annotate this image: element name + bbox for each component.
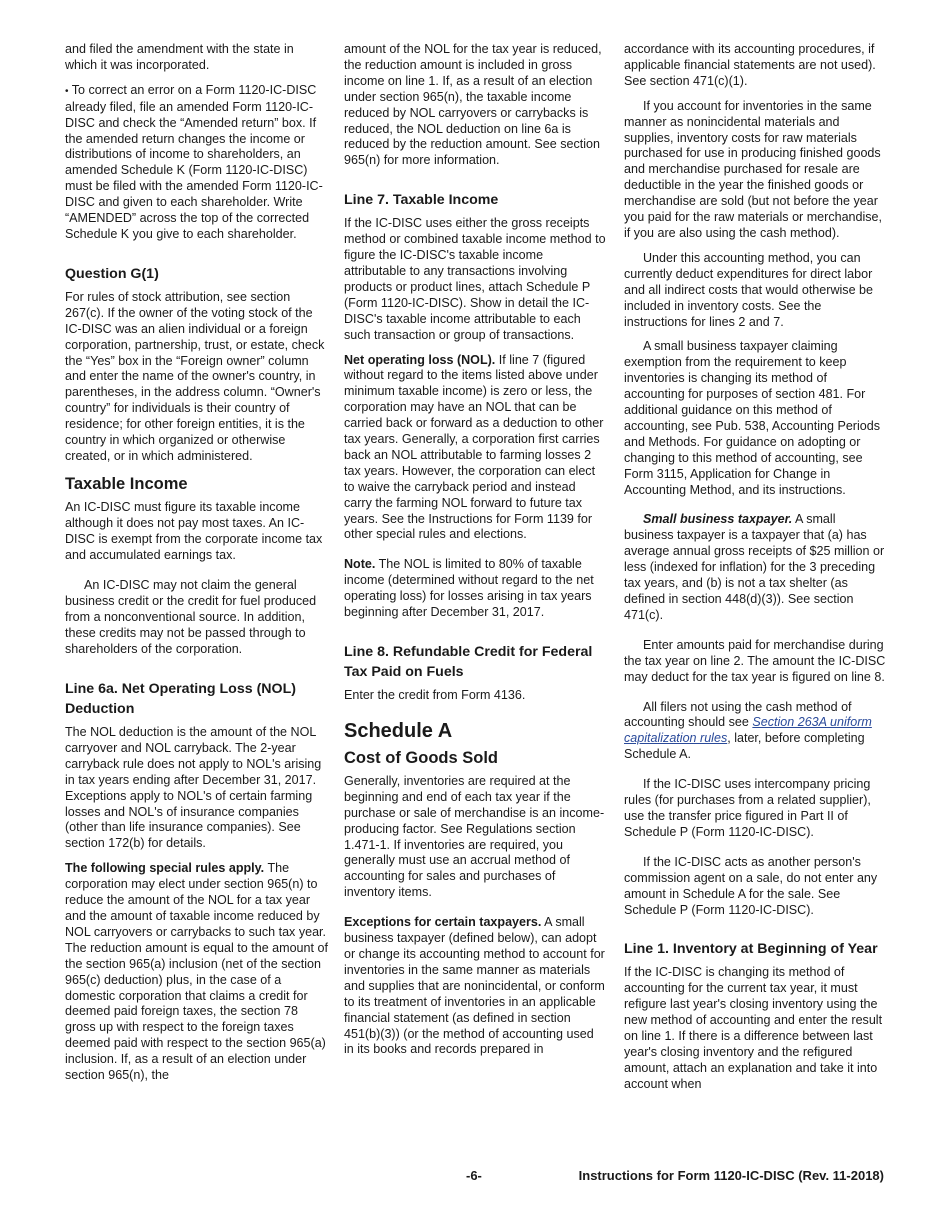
- lead-exceptions: Exceptions for certain taxpayers.: [344, 915, 542, 930]
- page-footer: [0, 1168, 950, 1188]
- all-filers-text-pre: All filers not using the cash method of accounting should see: [624, 699, 852, 730]
- lead-small-business: Small business taxpayer.: [643, 512, 793, 527]
- heading-line-6a: Line 6a. Net Operating Loss (NOL) Deduction: [65, 681, 296, 717]
- heading-cost-of-goods-sold: Cost of Goods Sold: [344, 748, 498, 767]
- note-text: The NOL is limited to 80% of taxable income (determined without regard to the net operating loss) for losses arising in tax years beginning after December 31, 2017.: [344, 557, 594, 620]
- bullet-icon: •: [65, 85, 69, 97]
- nol-text: If line 7 (figured without regard to the items listed above under minimum taxable income) is zero or less, the corporation may have an NOL that can be carried back or forward as a deduction to other tax years. Generally, a corporation first carries back an NOL attributable to farming losses 2 tax years. However, the corporation can elect to waive the carryback period and instead carry the farming NOL forward to future tax years. See the Instructions for Form 1139 for other special rules and elections.: [344, 352, 604, 542]
- lead-nol: Net operating loss (NOL).: [344, 352, 496, 367]
- lead-special-rules: The following special rules apply.: [65, 861, 265, 876]
- paragraph-accounting-method: Under this accounting method, you can currently deduct expenditures for direct labor and all indirect costs that would otherwise be included in inventory costs. See the instructions for lines 2 and 7.: [624, 250, 873, 329]
- paragraph-taxable-income-2: An IC-DISC may not claim the general business credit or the credit for fuel produced from a nonconventional source. In addition, these credits may not be passed through to shareholders of the corporation.: [65, 578, 317, 657]
- paragraph-nol: [344, 353, 606, 544]
- column-right: [624, 42, 886, 1102]
- heading-question-g1: Question G(1): [65, 265, 159, 282]
- link-section-263a[interactable]: Section 263A uniform capitalization rules: [624, 715, 872, 746]
- paragraph-commission-agent: If the IC-DISC acts as another person's commission agent on a sale, do not enter any amount in Schedule A for the sale. See Schedule P (Form 1120-IC-DISC).: [624, 854, 878, 917]
- small-business-text: A small business taxpayer is a taxpayer that (a) has average annual gross receipts of $25 million or less (indexed for inflation) for the 3 preceding tax years, and (b) is not a tax shelter (as defined in section 448(d)(3)). See section 471(c).: [624, 512, 885, 622]
- heading-line-8: Line 8. Refundable Credit for Federal Tax Paid on Fuels: [344, 644, 593, 680]
- heading-line-7: Line 7. Taxable Income: [344, 192, 499, 209]
- paragraph-question-g1: For rules of stock attribution, see section 267(c). If the owner of the voting stock of the IC-DISC was an alien individual or a foreign corporation, partnership, trust, or estate, check the “Yes” box in the “Foreign owner” column and enter the name of the owner's country, in parentheses, in the address column. “Owner's country” for individuals is their country of residence; for other foreign entities, it is the country in which organized or otherwise created, or in which administered.: [65, 289, 325, 463]
- paragraph-line-8: Enter the credit from Form 4136.: [344, 688, 526, 702]
- heading-schedule-a: Schedule A: [344, 719, 453, 742]
- paragraph-small-business-exemption: A small business taxpayer claiming exemption from the requirement to keep inventories is changing its method of accounting for purposes of section 481. For additional guidance on this method of accounting, see Pub. 538, Accounting Periods and Methods. For guidance on adopting or changing to this method of accounting, see Form 3115, Application for Change in Accounting Method, and its instructions.: [624, 339, 880, 497]
- paragraph-note: [344, 557, 606, 621]
- paragraph-inventories: If you account for inventories in the same manner as nonincidental materials and supplies, inventory costs for raw materials purchased for use in producing finished goods and merchandise purchased for resale are deductible in the year the finished goods or merchandise are sold (but not before the year you paid for the raw materials or merchandise, if you are also using the cash method).: [624, 98, 883, 240]
- lead-note: Note.: [344, 557, 376, 572]
- exceptions-text: A small business taxpayer (defined below), can adopt or change its accounting method to account for inventories in the same manner as materials and supplies that are nonincidental, or conform to its treatment of inventories in an applicable financial statement (as defined in section 451(b)(3)) (or the method of accounting used in its books and records prepared in: [344, 915, 605, 1057]
- paragraph-line-7: If the IC-DISC uses either the gross receipts method or combined taxable income method to figure the IC-DISC's taxable income attributable to any transactions involving products or product lines, attach Schedule P (Form 1120-IC-DISC). Show in detail the IC-DISC's taxable income attributable to each such transaction or group of transactions.: [344, 216, 606, 342]
- paragraph-special-rules: [65, 861, 328, 1084]
- paragraph-intercompany: If the IC-DISC uses intercompany pricing rules (for purchases from a related supplier), use the transfer price figured in Part II of Schedule P (Form 1120-IC-DISC).: [624, 777, 871, 839]
- paragraph-amendment-continued: and filed the amendment with the state in which it was incorporated.: [65, 42, 294, 72]
- paragraph-merchandise: Enter amounts paid for merchandise during the tax year on line 2. The amount the IC-DISC may deduct for the tax year is figured on line 8.: [624, 637, 886, 684]
- paragraph-taxable-income-1: An IC-DISC must figure its taxable income although it does not pay most taxes. An IC-DISC is exempt from the corporate income tax and accumulated earnings tax.: [65, 499, 323, 562]
- column-middle: [344, 42, 606, 1067]
- paragraph-exceptions: [344, 915, 606, 1058]
- paragraph-line-1: If the IC-DISC is changing its method of accounting for the current tax year, it must refigure last year's closing inventory using the new method of accounting and enter the result on line 1. If there is a difference between last year's closing inventory and the refigured amount, attach an explanation and take it into account when: [624, 965, 883, 1091]
- paragraph-all-filers: [624, 700, 886, 764]
- page-number: -6-: [466, 1168, 482, 1183]
- paragraph-exceptions-continued: accordance with its accounting procedures, if applicable financial statements are not used). See section 471(c)(1).: [624, 42, 876, 88]
- heading-taxable-income: Taxable Income: [65, 474, 188, 493]
- heading-line-1: Line 1. Inventory at Beginning of Year: [624, 941, 878, 958]
- column-left: [65, 42, 328, 1093]
- paragraph-line-6a: The NOL deduction is the amount of the NOL carryover and NOL carryback. The 2-year carryback rule does not apply to NOL's arising in tax years ending after December 31, 2017. Exceptions apply to NOL's of certain farming losses and NOL's of insurance companies (other than life insurance companies). See section 172(b) for details.: [65, 725, 322, 851]
- all-filers-text-post: , later, before completing Schedule A.: [624, 731, 865, 762]
- paragraph-cogs: Generally, inventories are required at the beginning and end of each tax year if the purchase or sale of merchandise is an income-producing factor. See Regulations section 1.471-1. If inventories are required, you generally must use an accrual method of accounting for sales and purchases of inventory items.: [344, 773, 605, 900]
- bullet-text: To correct an error on a Form 1120-IC-DISC already filed, file an amended Form 1120-IC-DISC and check the “Amended return” box. If the amended return changes the income or distributions of income to shareholders, an amended Schedule K (Form 1120-IC-DISC) must be filed with the amended Form 1120-IC-DISC and given to each shareholder. Write “AMENDED” across the top of the corrected Schedule K you give to each shareholder.: [65, 82, 323, 241]
- paragraph-small-business-taxpayer: [624, 512, 886, 623]
- footer-title: Instructions for Form 1120-IC-DISC (Rev. 11-2018): [578, 1168, 884, 1183]
- special-rules-text: The corporation may elect under section 965(n) to reduce the amount of the NOL for a tax year and the amount of taxable income reduced by NOL carryovers or carrybacks to such tax year. The reduction amount is equal to the amount of the section 965(a) inclusion (net of the section 965(c) deduction) plus, in the case of a domestic corporation that claims a credit for deemed paid foreign taxes, the section 78 gross up with respect to the foreign taxes deemed paid with respect to the section 965(a) inclusion. If, as a result of an election under section 965(n), the: [65, 861, 328, 1083]
- bullet-item-amended-return: [65, 83, 328, 243]
- paragraph-nol-continued: amount of the NOL for the tax year is reduced, the reduction amount is included in gross income on line 1. If, as a result of an election under section 965(n), the taxable income reduced by NOL carryovers or carrybacks is reduced, the NOL deduction on line 6a is reduced by the reduction amount. See section 965(n) for more information.: [344, 42, 602, 168]
